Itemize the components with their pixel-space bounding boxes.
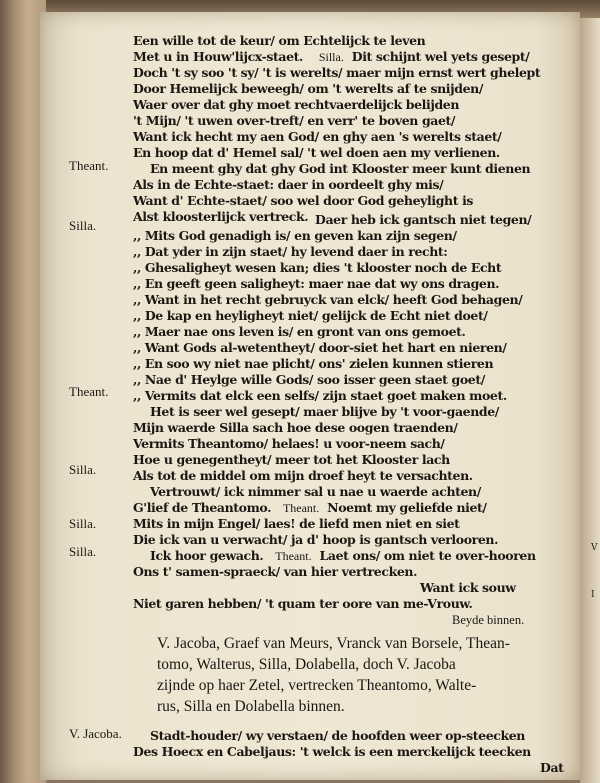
inline-speaker: Silla. — [318, 50, 344, 64]
verse-line: ,, Ghesaligheyt wesen kan; dies 't klooster noch de Echt — [133, 260, 502, 275]
verse-line: Mits in mijn Engel/ laes! de liefd men niet en siet — [133, 516, 460, 531]
speaker-name: Silla. — [69, 544, 97, 559]
verse-line: Ick hoor gewach. Theant. Laet ons/ om niet te over-hooren — [150, 548, 536, 563]
verse-line: ,, En geeft geen saligheyt: maer nae dat wy ons dragen. — [133, 276, 500, 291]
speaker-name: Theant. — [69, 158, 109, 173]
inline-speaker: Theant. — [275, 549, 312, 563]
verse-line: ,, Nae d' Heylge wille Gods/ soo isser geen staet goet/ — [133, 372, 485, 387]
verse-line: ,, De kap en heyligheyt niet/ gelijck de Echt niet doet/ — [133, 308, 488, 323]
verse-line: ,, Want Gods al-wetentheyt/ door-siet het hart en nieren/ — [133, 340, 507, 355]
verse-line: Mijn waerde Silla sach hoe dese oogen traenden/ — [133, 420, 458, 435]
speaker-name: Silla. — [69, 516, 97, 531]
verse-line: Hoe u genegentheyt/ meer tot het Klooster lach — [133, 452, 450, 467]
catchword: Dat — [540, 760, 564, 775]
inline-speaker: Theant. — [282, 501, 320, 515]
verse-line: Daer heb ick gantsch niet tegen/ — [315, 212, 532, 227]
facing-page-fragment: V — [591, 543, 598, 553]
verse-line: 't Mijn/ 't uwen over-treft/ en verr' te boven gaet/ — [133, 113, 456, 128]
verse-line: Want d' Echte-staet/ soo wel door God geheylight is — [133, 193, 474, 208]
verse-line: Als tot de middel om mijn droef heyt te versachten. — [133, 468, 473, 483]
verse-line: Waer over dat ghy moet rechtvaerdelijck belijden — [133, 97, 460, 112]
verse-line: En meent ghy dat ghy God int Klooster meer kunt dienen — [150, 161, 531, 176]
verse-line: Des Hoecx en Cabeljaus: 't welck is een merckelijck teecken — [133, 744, 531, 759]
verse-line: Vermits Theantomo/ helaes! u voor-neem sach/ — [133, 436, 445, 451]
verse-line: Want ick hecht my aen God/ en ghy aen 's werelts staet/ — [133, 129, 502, 144]
verse-line: Die ick van u verwacht/ ja d' hoop is gantsch verlooren. — [133, 532, 499, 547]
verse-line: Als in de Echte-staet: daer in oordeelt ghy mis/ — [133, 177, 444, 192]
verse-line: ,, En soo wy niet nae plicht/ ons' zielen kunnen stieren — [133, 356, 494, 371]
verse-line: Een wille tot de keur/ om Echtelijck te leven — [133, 33, 426, 48]
stage-direction-line: V. Jacoba, Graef van Meurs, Vranck van Borsele, Thean- — [157, 635, 510, 652]
verse-line: Want ick souw — [420, 580, 516, 595]
speaker-name: Silla. — [69, 218, 97, 233]
speaker-name: Theant. — [69, 384, 109, 399]
stage-direction-line: tomo, Walterus, Silla, Dolabella, doch V. Jacoba — [157, 656, 456, 673]
verse-line: Het is seer wel gesept/ maer blijve by 't voor-gaende/ — [150, 404, 499, 419]
verse-line: Door Hemelijck beweegh/ om 't werelts af te snijden/ — [133, 81, 484, 96]
verse-line: Met u in Houw'lijcx-staet. Silla. Dit schijnt wel yets gesept/ — [133, 49, 530, 64]
stage-exit: Beyde binnen. — [452, 613, 525, 627]
facing-page-fragment: I — [591, 590, 595, 600]
verse-line: G'lief de Theantomo. Theant. Noemt my geliefde niet/ — [133, 500, 487, 515]
speaker-name: V. Jacoba. — [69, 726, 122, 741]
verse-line: Doch 't sy soo 't sy/ 't is werelts/ maer mijn ernst wert ghelept — [133, 65, 541, 80]
verse-line: Ons t' samen-spraeck/ van hier vertrecken. — [133, 564, 418, 579]
verse-line: ,, Mits God genadigh is/ en geven kan zijn segen/ — [133, 228, 457, 243]
verse-line: Alst kloosterlijck vertreck. — [133, 209, 309, 224]
verse-line: ,, Dat yder in zijn staet/ hy levend daer in recht: — [133, 244, 448, 259]
facing-page-edge — [580, 18, 600, 783]
verse-line: ,, Maer nae ons leven is/ en gront van ons gemoet. — [133, 324, 466, 339]
stage-direction-line: rus, Silla en Dolabella binnen. — [157, 698, 345, 715]
stage-direction-line: zijnde op haer Zetel, vertrecken Theantomo, Walte- — [157, 677, 477, 694]
verse-line: ,, Want in het recht gebruyck van elck/ heeft God behagen/ — [133, 292, 523, 307]
verse-line: Niet garen hebben/ 't quam ter oore van me-Vrouw. — [133, 596, 473, 611]
verse-line: En hoop dat d' Hemel sal/ 't wel doen aen my verlienen. — [133, 145, 500, 160]
speaker-name: Silla. — [69, 462, 97, 477]
verse-line: ,, Vermits dat elck een selfs/ zijn staet goet maken moet. — [133, 388, 507, 403]
verse-line: Stadt-houder/ wy verstaen/ de hoofden weer op-steecken — [150, 728, 525, 743]
verse-line: Vertrouwt/ ick nimmer sal u nae u waerde achten/ — [150, 484, 481, 499]
